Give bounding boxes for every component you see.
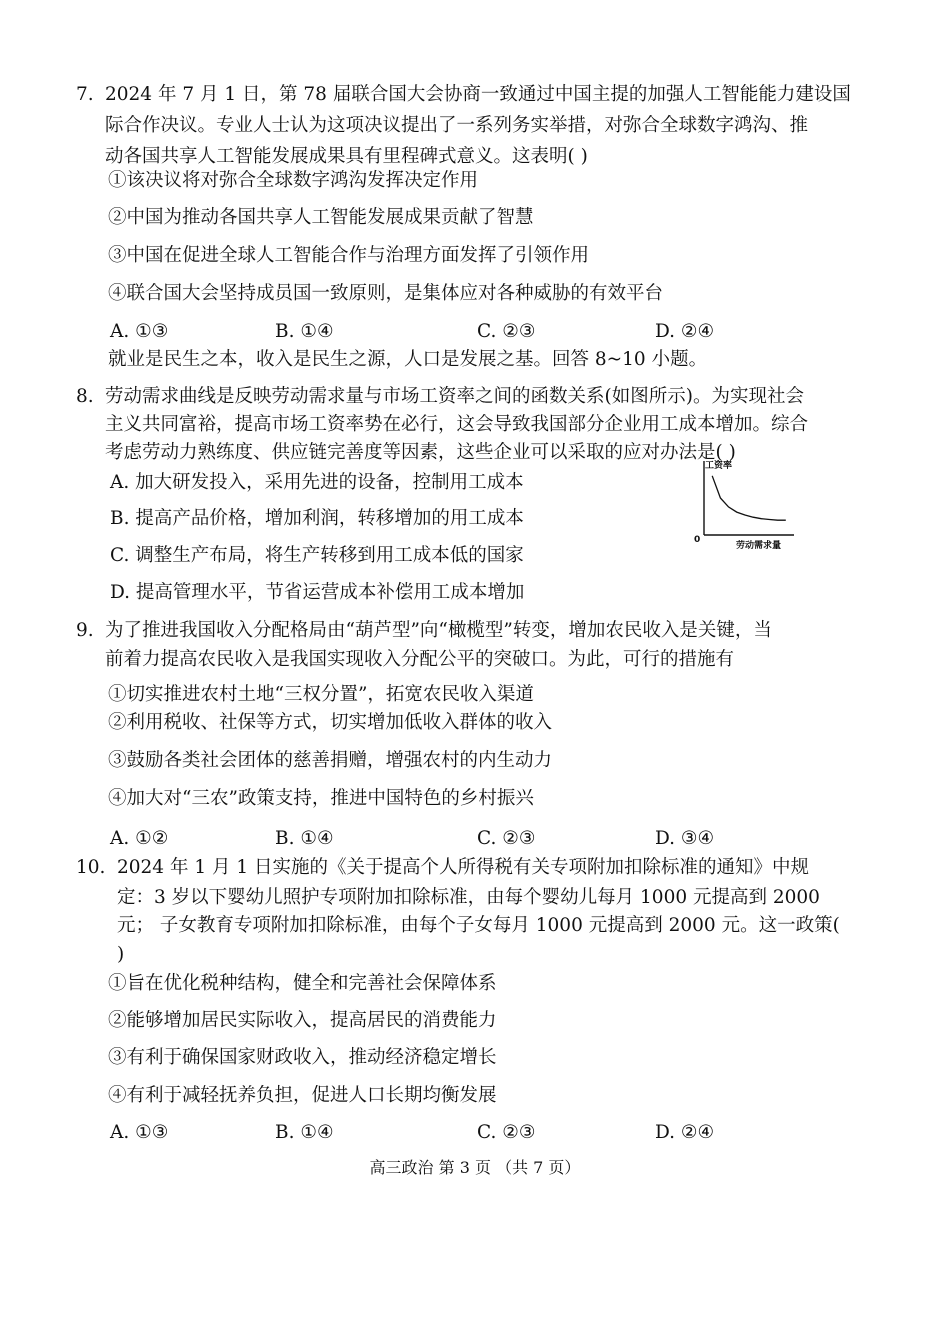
choice-b: B. ①④ [275,828,334,849]
origin-label: 0 [694,535,701,545]
statement-item: ②利用税收、社保等方式，切实增加低收入群体的收入 [108,712,553,733]
statement-item: ①该决议将对弥合全球数字鸿沟发挥决定作用 [108,170,479,191]
choice-c: C. ②③ [477,321,536,342]
statement-item: ④联合国大会坚持成员国一致原则，是集体应对各种威胁的有效平台 [108,283,664,304]
page-footer: 高三政治 第 3 页 （共 7 页） [369,1158,581,1177]
question-text-line: 考虑劳动力熟练度、供应链完善度等因素，这些企业可以采取的应对办法是( ) [105,442,736,463]
statement-item: ①旨在优化税种结构，健全和完善社会保障体系 [108,973,497,994]
statement-item: ④加大对“三农”政策支持，推进中国特色的乡村振兴 [108,788,534,809]
statement-item: ②中国为推动各国共享人工智能发展成果贡献了智慧 [108,207,534,228]
statement-item: ③有利于确保国家财政收入，推动经济稳定增长 [108,1047,497,1068]
labor-demand-chart [688,455,798,555]
choice-a: A. ①③ [110,1122,169,1143]
x-axis-label: 劳动需求量 [736,541,782,551]
question-number: 7. [76,84,94,105]
question-number: 8. [76,386,94,407]
choice-d: D. 提高管理水平，节省运营成本补偿用工成本增加 [110,582,525,603]
question-text-line: 为了推进我国收入分配格局由“葫芦型”向“橄榄型”转变，增加农民收入是关键，当 [105,620,772,641]
choice-a: A. 加大研发投入，采用先进的设备，控制用工成本 [110,472,524,493]
statement-item: ④有利于减轻抚养负担，促进人口长期均衡发展 [108,1085,497,1106]
choice-c: C. ②③ [477,828,536,849]
choice-b: B. 提高产品价格，增加利润，转移增加的用工成本 [110,508,524,529]
question-number: 9. [76,620,94,641]
choice-d: D. ②④ [655,1122,715,1143]
choice-c: C. ②③ [477,1122,536,1143]
choice-b: B. ①④ [275,321,334,342]
question-text-line: 2024 年 1 月 1 日实施的《关于提高个人所得税有关专项附加扣除标准的通知》中规 [117,857,810,878]
choice-a: A. ①③ [110,321,169,342]
choice-d: D. ③④ [655,828,715,849]
demand-curve [712,476,786,520]
y-axis-label: 工资率 [705,461,733,471]
question-number: 10. [76,857,106,878]
question-text-line: ) [117,944,125,965]
choice-b: B. ①④ [275,1122,334,1143]
question-text-line: 前着力提高农民收入是我国实现收入分配公平的突破口。为此，可行的措施有 [105,649,735,670]
statement-item: ③鼓励各类社会团体的慈善捐赠，增强农村的内生动力 [108,750,553,771]
intro-text: 就业是民生之本，收入是民生之源，人口是发展之基。回答 8~10 小题。 [108,349,708,370]
choice-a: A. ①② [110,828,169,849]
statement-item: ①切实推进农村土地“三权分置”，拓宽农民收入渠道 [108,684,534,705]
choice-d: D. ②④ [655,321,715,342]
question-text-line: 元； 子女教育专项附加扣除标准，由每个子女每月 1000 元提高到 2000 元。这一政策( [117,915,840,936]
question-text-line: 动各国共享人工智能发展成果具有里程碑式意义。这表明( ) [105,146,588,167]
statement-item: ②能够增加居民实际收入，提高居民的消费能力 [108,1010,497,1031]
question-text-line: 劳动需求曲线是反映劳动需求量与市场工资率之间的函数关系(如图所示)。为实现社会 [105,386,804,407]
statement-item: ③中国在促进全球人工智能合作与治理方面发挥了引领作用 [108,245,590,266]
question-text-line: 际合作决议。专业人士认为这项决议提出了一系列务实举措，对弥合全球数字鸿沟、推 [105,115,809,136]
question-text-line: 定：3 岁以下婴幼儿照护专项附加扣除标准，由每个婴幼儿每月 1000 元提高到 2000 [117,887,820,908]
question-text-line: 2024 年 7 月 1 日，第 78 届联合国大会协商一致通过中国主提的加强人工智能能力建设国 [105,84,851,105]
choice-c: C. 调整生产布局，将生产转移到用工成本低的国家 [110,545,524,566]
question-text-line: 主义共同富裕，提高市场工资率势在必行，这会导致我国部分企业用工成本增加。综合 [105,414,809,435]
